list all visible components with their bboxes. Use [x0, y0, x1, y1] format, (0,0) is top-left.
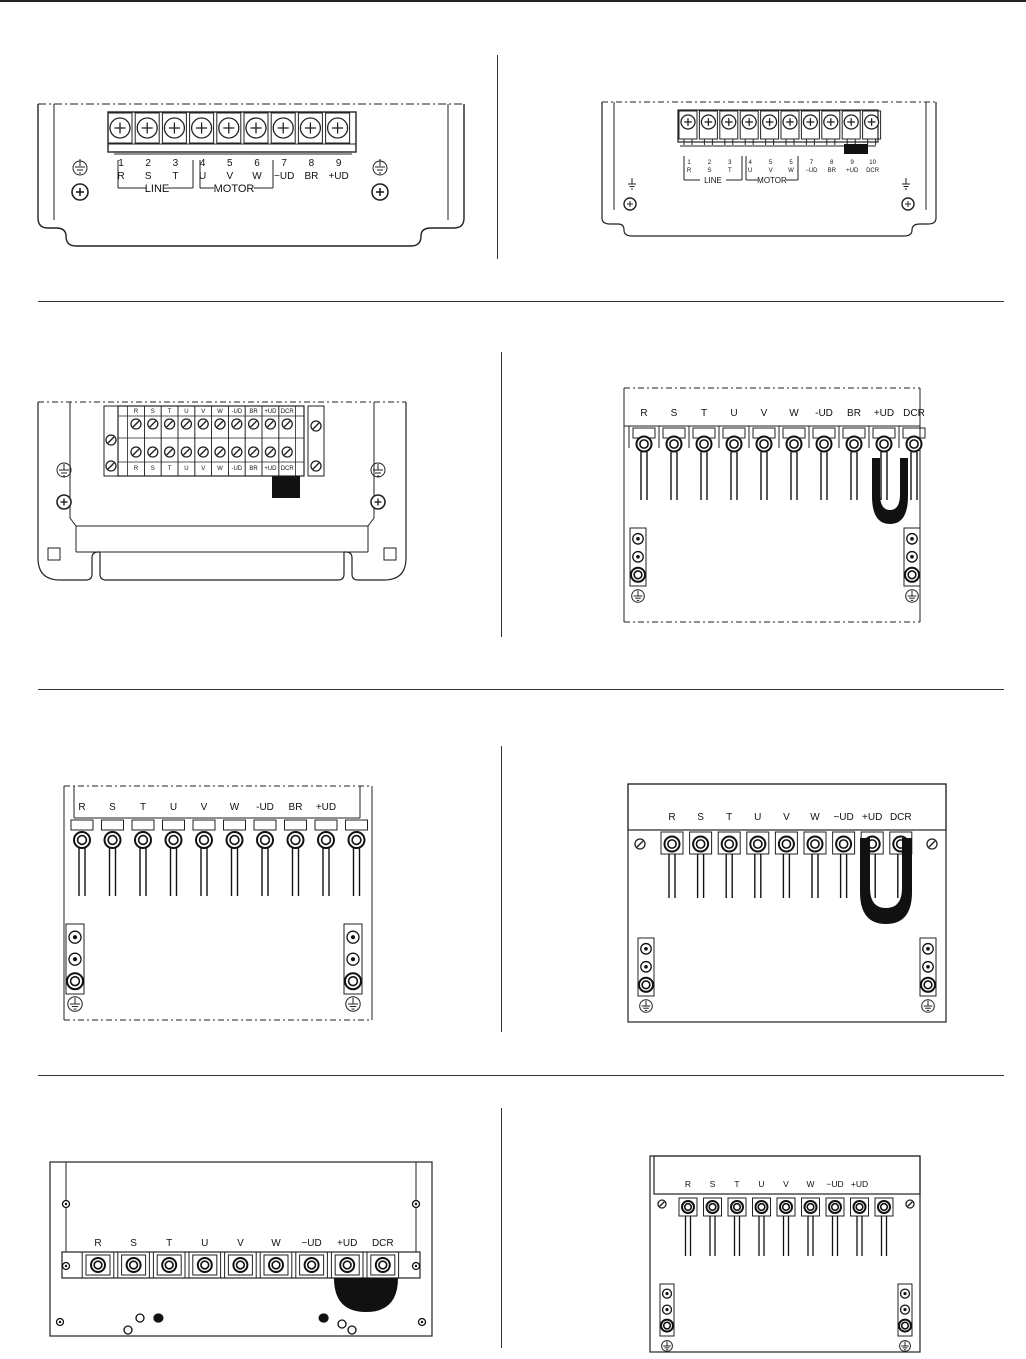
terminal-bolt-icon — [198, 1258, 212, 1272]
jumper-bar — [844, 144, 868, 154]
p8-terminal-label: S — [709, 1179, 716, 1189]
p5-terminal-label: V — [200, 802, 208, 813]
p2-terminal-number: 8 — [830, 160, 834, 166]
screw-icon — [164, 118, 184, 138]
p1-terminal-name: BR — [304, 171, 319, 182]
ground-icon — [662, 1341, 673, 1352]
p7-terminal-label: +UD — [337, 1238, 358, 1249]
terminal-bolt-icon — [105, 832, 121, 848]
mounting-hole — [338, 1320, 346, 1328]
p3-terminal-label-top: DCR — [280, 409, 294, 415]
terminal-bolt-icon — [817, 437, 832, 452]
p2-terminal-name: T — [727, 168, 732, 174]
screw-icon — [923, 962, 934, 973]
screw-icon — [347, 931, 359, 943]
terminal-bolt-icon — [757, 437, 772, 452]
terminal-bolt-icon — [854, 1201, 866, 1213]
screw-icon — [148, 419, 158, 429]
p5-terminal-label: T — [139, 802, 147, 813]
p7-terminal-label: S — [130, 1238, 137, 1249]
p3-terminal-label-top: W — [217, 409, 223, 415]
ground-icon — [57, 463, 71, 477]
p2-terminal-number: 4 — [748, 160, 752, 166]
p6-terminal-label: −UD — [833, 812, 854, 823]
mounting-screw-icon — [372, 184, 388, 200]
screw-icon — [907, 534, 918, 545]
p1-group-motor: MOTOR — [213, 183, 255, 195]
screw-icon — [681, 115, 695, 129]
screw-icon — [181, 447, 191, 457]
p2-terminal-number: 2 — [707, 160, 712, 166]
terminal-bolt-icon — [661, 1320, 673, 1332]
screw-icon — [300, 118, 320, 138]
screw-icon — [215, 447, 225, 457]
p7-terminal-label: R — [94, 1238, 102, 1249]
ground-icon — [902, 178, 910, 189]
p2-terminal-name: +UD — [846, 168, 859, 174]
terminal-bolt-icon — [722, 837, 737, 852]
p2-terminal-name: W — [788, 168, 794, 174]
terminal-diagram-5-drawing — [60, 784, 376, 1024]
screw-icon — [865, 115, 879, 129]
terminal-bolt-icon — [135, 832, 151, 848]
terminal-diagram-1-drawing — [36, 100, 466, 250]
p2-terminal-name: U — [748, 168, 753, 174]
p7-terminal-label: W — [271, 1238, 281, 1249]
screw-icon — [824, 115, 838, 129]
screw-icon — [803, 115, 817, 129]
screw-icon — [198, 419, 208, 429]
p1-terminal-number: 6 — [254, 158, 260, 169]
screw-icon — [633, 552, 644, 563]
terminal-bolt-icon — [196, 832, 212, 848]
screw-icon — [901, 1289, 910, 1298]
p3-terminal-label-bottom: -UD — [231, 466, 243, 472]
terminal-bolt-icon — [727, 437, 742, 452]
terminal-diagram-6-drawing — [624, 782, 950, 1026]
column-divider-1 — [497, 55, 498, 259]
p2-terminal-number: 5 — [768, 160, 773, 166]
p3-terminal-label-top: S — [150, 409, 155, 415]
terminal-bolt-icon — [269, 1258, 283, 1272]
p4-terminal-label: +UD — [873, 408, 895, 419]
jumper-bar — [860, 838, 912, 924]
mounting-hole — [124, 1326, 132, 1334]
terminal-bolt-icon — [682, 1201, 694, 1213]
screw-icon — [165, 419, 175, 429]
mounting-screw-icon — [624, 198, 636, 210]
screw-icon — [663, 1289, 672, 1298]
terminal-diagram-7-drawing — [48, 1160, 436, 1340]
p8-terminal-label: T — [734, 1179, 740, 1189]
terminal-bolt-icon — [707, 1201, 719, 1213]
p7-terminal-label: DCR — [371, 1238, 394, 1249]
terminal-bolt-icon — [340, 1258, 354, 1272]
terminal-bolt-icon — [227, 832, 243, 848]
p1-terminal-number: 8 — [308, 158, 315, 169]
terminal-diagram-8 — [648, 1152, 924, 1356]
screw-icon — [906, 1200, 914, 1208]
p3-terminal-label-top: BR — [249, 409, 258, 415]
p4-terminal-label: BR — [847, 408, 861, 419]
p8-terminal-label: −UD — [826, 1179, 844, 1189]
terminal-bolt-icon — [731, 1201, 743, 1213]
p1-terminal-number: 1 — [118, 158, 124, 169]
screw-icon — [246, 118, 266, 138]
p2-terminal-number: 1 — [687, 160, 691, 166]
row-divider-2 — [38, 689, 1004, 690]
mounting-hole — [136, 1314, 144, 1322]
ground-icon — [373, 159, 387, 175]
p6-terminal-label: U — [754, 812, 762, 823]
p2-terminal-name: DCR — [866, 168, 880, 174]
terminal-bolt-icon — [67, 973, 83, 989]
screw-icon — [198, 447, 208, 457]
p3-terminal-label-bottom: DCR — [280, 466, 294, 472]
terminal-diagram-2-drawing — [600, 98, 940, 238]
screw-icon — [658, 1200, 666, 1208]
terminal-bolt-icon — [288, 832, 304, 848]
p3-terminal-label-bottom: R — [133, 466, 139, 472]
p4-terminal-label: V — [760, 408, 768, 419]
terminal-diagram-5 — [60, 784, 376, 1024]
terminal-bolt-icon — [836, 837, 851, 852]
terminal-diagram-4-drawing — [620, 386, 930, 626]
ground-icon — [640, 1000, 653, 1013]
p3-terminal-label-bottom: +UD — [264, 466, 277, 472]
terminal-bolt-icon — [829, 1201, 841, 1213]
terminal-bolt-icon — [779, 837, 794, 852]
terminal-diagram-1 — [36, 100, 466, 250]
screw-icon — [165, 447, 175, 457]
mounting-screw-icon — [57, 495, 71, 509]
p5-terminal-label: BR — [288, 802, 303, 813]
terminal-bolt-icon — [345, 973, 361, 989]
p3-terminal-label-bottom: S — [150, 466, 155, 472]
top-rule — [0, 0, 1026, 2]
terminal-diagram-6 — [624, 782, 950, 1026]
screw-icon — [901, 1305, 910, 1314]
screw-icon — [63, 1263, 70, 1270]
ground-icon — [628, 178, 636, 189]
terminal-bolt-icon — [697, 437, 712, 452]
screw-icon — [701, 115, 715, 129]
p4-terminal-label: -UD — [815, 408, 833, 419]
screw-icon — [106, 435, 116, 445]
p7-terminal-label: −UD — [301, 1238, 322, 1249]
p5-terminal-label: +UD — [315, 802, 337, 813]
p4-terminal-label: DCR — [903, 408, 925, 419]
terminal-diagram-2 — [600, 98, 940, 238]
terminal-diagram-8-drawing — [648, 1152, 924, 1356]
terminal-bolt-icon — [847, 437, 862, 452]
screw-icon — [311, 461, 321, 471]
p6-terminal-label: +UD — [862, 812, 883, 823]
terminal-bolt-icon — [907, 437, 922, 452]
ground-icon — [319, 1314, 328, 1323]
p4-terminal-label: R — [640, 408, 648, 419]
screw-icon — [219, 118, 239, 138]
screw-icon — [328, 118, 348, 138]
p2-terminal-name: S — [707, 168, 712, 174]
terminal-bolt-icon — [318, 832, 334, 848]
screw-icon — [419, 1319, 426, 1326]
terminal-bolt-icon — [91, 1258, 105, 1272]
screw-icon — [249, 419, 259, 429]
screw-icon — [110, 118, 130, 138]
screw-icon — [249, 447, 259, 457]
p7-terminal-label: V — [237, 1238, 244, 1249]
p3-terminal-label-bottom: W — [217, 466, 223, 472]
ground-icon — [632, 590, 645, 603]
p3-terminal-label-top: T — [167, 409, 172, 415]
mounting-hole — [348, 1326, 356, 1334]
jumper-bar — [334, 1278, 398, 1312]
screw-icon — [148, 447, 158, 457]
p1-terminal-name: T — [172, 171, 179, 182]
column-divider-4 — [501, 1108, 502, 1348]
screw-icon — [927, 839, 937, 849]
p2-terminal-name: V — [768, 168, 773, 174]
p5-terminal-label: -UD — [256, 802, 274, 813]
screw-icon — [282, 447, 292, 457]
p1-terminal-name: −UD — [274, 171, 295, 182]
screw-icon — [742, 115, 756, 129]
ground-icon — [346, 997, 360, 1011]
p1-terminal-name: U — [198, 171, 207, 182]
p4-terminal-label: S — [670, 408, 678, 419]
p3-terminal-label-bottom: BR — [249, 466, 258, 472]
p6-terminal-label: T — [726, 812, 733, 823]
mounting-screw-icon — [371, 495, 385, 509]
terminal-bolt-icon — [667, 437, 682, 452]
p2-terminal-number: 3 — [728, 160, 732, 166]
screw-icon — [923, 944, 934, 955]
p1-terminal-name: S — [144, 171, 152, 182]
terminal-bolt-icon — [305, 1258, 319, 1272]
p6-terminal-label: S — [697, 812, 704, 823]
screw-icon — [347, 953, 359, 965]
terminal-bolt-icon — [376, 1258, 390, 1272]
p1-terminal-number: 3 — [172, 158, 179, 169]
terminal-bolt-icon — [631, 568, 645, 582]
p3-terminal-label-bottom: T — [167, 466, 172, 472]
p8-terminal-label: V — [783, 1179, 789, 1189]
ground-icon — [68, 997, 82, 1011]
terminal-bolt-icon — [127, 1258, 141, 1272]
p7-terminal-label: T — [166, 1238, 173, 1249]
screw-icon — [57, 1319, 64, 1326]
p2-terminal-name: BR — [827, 168, 836, 174]
p3-terminal-label-top: U — [184, 409, 189, 415]
p1-terminal-number: 5 — [227, 158, 233, 169]
p1-terminal-number: 9 — [335, 158, 342, 169]
row-divider-1 — [38, 301, 1004, 302]
screw-icon — [413, 1263, 420, 1270]
terminal-diagram-4 — [620, 386, 930, 626]
p8-terminal-label: U — [758, 1179, 765, 1189]
p2-terminal-name: −UD — [805, 168, 818, 174]
p3-terminal-label-top: -UD — [231, 409, 243, 415]
column-divider-3 — [501, 746, 502, 1032]
terminal-bolt-icon — [665, 837, 680, 852]
p8-terminal-label: W — [806, 1179, 815, 1189]
terminal-bolt-icon — [639, 978, 653, 992]
screw-icon — [907, 552, 918, 563]
screw-icon — [215, 419, 225, 429]
p2-terminal-number: 10 — [869, 160, 876, 166]
terminal-bolt-icon — [74, 832, 90, 848]
screw-icon — [63, 1201, 70, 1208]
terminal-bolt-icon — [808, 837, 823, 852]
p2-terminal-number: 7 — [809, 160, 814, 166]
row-divider-3 — [38, 1075, 1004, 1076]
p2-terminal-number: 9 — [850, 160, 854, 166]
terminal-bolt-icon — [166, 832, 182, 848]
p4-terminal-label: W — [789, 408, 799, 419]
ground-icon — [73, 159, 87, 175]
p3-terminal-label-bottom: U — [184, 466, 189, 472]
p3-terminal-label-top: +UD — [264, 409, 277, 415]
terminal-bolt-icon — [637, 437, 652, 452]
p5-terminal-label: W — [229, 802, 240, 813]
terminal-bolt-icon — [921, 978, 935, 992]
p6-terminal-label: W — [810, 812, 820, 823]
screw-icon — [763, 115, 777, 129]
terminal-diagram-3-drawing — [36, 398, 408, 584]
screw-icon — [413, 1201, 420, 1208]
p1-terminal-name: +UD — [328, 171, 349, 182]
terminal-bolt-icon — [787, 437, 802, 452]
p1-screws — [108, 113, 350, 143]
screw-icon — [641, 944, 652, 955]
p2-group-line: LINE — [704, 176, 722, 185]
jumper-bar — [872, 458, 908, 524]
p1-group-line: LINE — [144, 183, 170, 195]
terminal-bolt-icon — [162, 1258, 176, 1272]
terminal-diagram-3 — [36, 398, 408, 584]
p1-terminal-number: 7 — [281, 158, 287, 169]
mounting-screw-icon — [902, 198, 914, 210]
p3-terminal-label-top: R — [133, 409, 139, 415]
screw-icon — [192, 118, 212, 138]
screw-icon — [265, 419, 275, 429]
p5-terminal-label: R — [78, 802, 86, 813]
screw-icon — [69, 953, 81, 965]
ground-icon — [155, 1314, 164, 1323]
p3-terminal-label-top: V — [201, 409, 206, 415]
p6-terminal-label: R — [668, 812, 676, 823]
p1-terminal-name: R — [117, 171, 125, 182]
terminal-bolt-icon — [257, 832, 273, 848]
screw-icon — [663, 1305, 672, 1314]
terminal-bolt-icon — [756, 1201, 768, 1213]
terminal-bolt-icon — [233, 1258, 247, 1272]
screw-icon — [232, 447, 242, 457]
screw-icon — [273, 118, 293, 138]
screw-icon — [106, 461, 116, 471]
screw-icon — [635, 839, 645, 849]
screw-icon — [282, 419, 292, 429]
terminal-bolt-icon — [877, 437, 892, 452]
p6-terminal-label: DCR — [889, 812, 912, 823]
p3-terminal-label-bottom: V — [201, 466, 206, 472]
p1-terminal-name: W — [252, 171, 262, 182]
screw-icon — [137, 118, 157, 138]
p4-terminal-label: U — [730, 408, 738, 419]
p1-terminal-number: 2 — [145, 158, 151, 169]
screw-icon — [783, 115, 797, 129]
terminal-bolt-icon — [878, 1201, 890, 1213]
p5-terminal-label: U — [169, 802, 178, 813]
screw-icon — [265, 447, 275, 457]
screw-icon — [633, 534, 644, 545]
p8-terminal-label: +UD — [850, 1179, 869, 1189]
p1-terminal-number: 4 — [199, 158, 206, 169]
p4-terminal-label: T — [700, 408, 708, 419]
p2-group-motor: MOTOR — [757, 176, 787, 185]
terminal-bolt-icon — [693, 837, 708, 852]
ground-icon — [371, 463, 385, 477]
terminal-bolt-icon — [905, 568, 919, 582]
terminal-bolt-icon — [805, 1201, 817, 1213]
screw-icon — [641, 962, 652, 973]
terminal-diagram-7 — [48, 1160, 436, 1340]
p2-terminal-name: R — [686, 168, 692, 174]
ground-icon — [906, 590, 919, 603]
ground-icon — [900, 1341, 911, 1352]
screw-icon — [232, 419, 242, 429]
p6-terminal-label: V — [783, 812, 790, 823]
screw-icon — [181, 419, 191, 429]
jumper-bar — [272, 476, 300, 498]
screw-icon — [131, 419, 141, 429]
ground-icon — [922, 1000, 935, 1013]
screw-icon — [844, 115, 858, 129]
mounting-screw-icon — [72, 184, 88, 200]
p2-terminal-number: 5 — [789, 160, 793, 166]
terminal-bolt-icon — [750, 837, 765, 852]
terminal-bolt-icon — [780, 1201, 792, 1213]
column-divider-2 — [501, 352, 502, 637]
screw-icon — [131, 447, 141, 457]
screw-icon — [69, 931, 81, 943]
screw-icon — [311, 421, 321, 431]
terminal-bolt-icon — [349, 832, 365, 848]
p8-terminal-label: R — [684, 1179, 692, 1189]
screw-icon — [722, 115, 736, 129]
p5-terminal-label: S — [109, 802, 116, 813]
terminal-bolt-icon — [899, 1320, 911, 1332]
p7-terminal-label: U — [201, 1238, 209, 1249]
p1-terminal-name: V — [226, 171, 234, 182]
